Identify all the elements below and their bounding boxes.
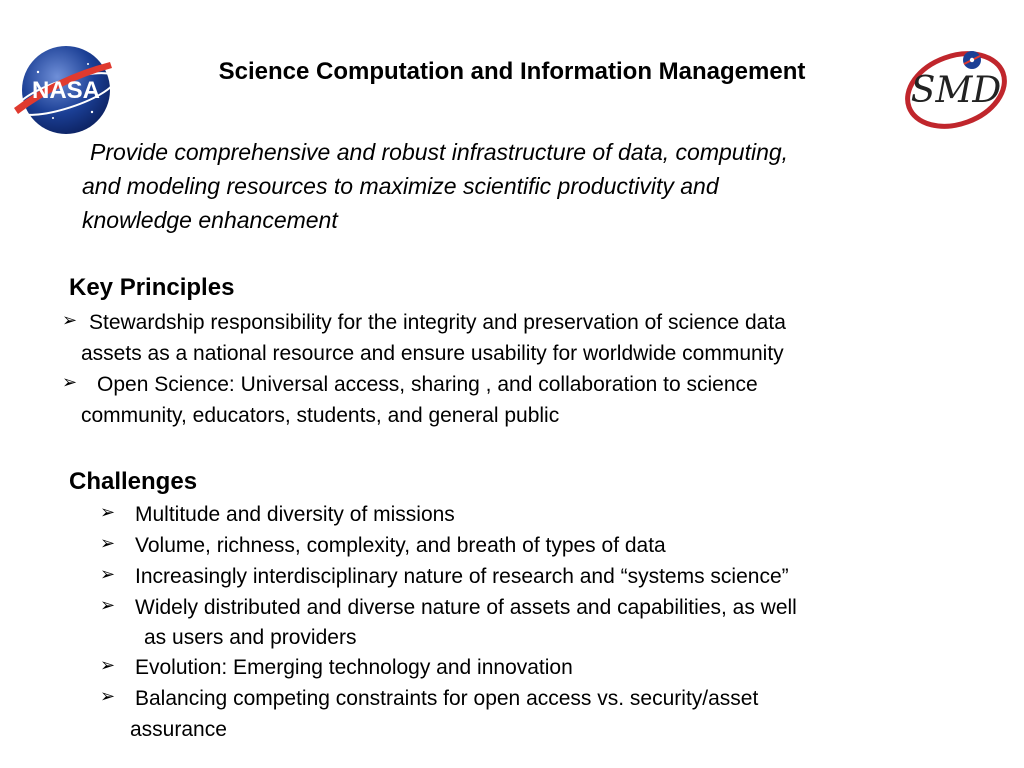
challenge-3: Increasingly interdisciplinary nature of research and “systems science” [135, 565, 789, 588]
mission-line-3: knowledge enhancement [82, 207, 338, 233]
principle-2-line-2: community, educators, students, and general public [81, 404, 560, 427]
principle-1-line-2: assets as a national resource and ensure usability for worldwide community [81, 342, 784, 365]
challenge-1: Multitude and diversity of missions [135, 503, 455, 526]
arrow-bullet-icon: ➢ [100, 655, 116, 675]
challenge-5: Evolution: Emerging technology and innovation [135, 656, 573, 679]
arrow-bullet-icon: ➢ [100, 533, 116, 553]
mission-line-2: and modeling resources to maximize scientific productivity and [82, 173, 719, 199]
arrow-bullet-icon: ➢ [100, 686, 116, 706]
challenge-6-line-2: assurance [130, 718, 227, 741]
arrow-bullet-icon: ➢ [62, 372, 78, 392]
arrow-bullet-icon: ➢ [100, 502, 116, 522]
arrow-bullet-icon: ➢ [100, 595, 116, 615]
smd-logo-text: SMD [910, 70, 1002, 111]
mission-line-1: Provide comprehensive and robust infrastructure of data, computing, [90, 139, 789, 165]
arrow-bullet-icon: ➢ [100, 564, 116, 584]
challenges-heading: Challenges [69, 468, 198, 495]
arrow-bullet-icon: ➢ [62, 310, 78, 330]
challenge-4-line-1: Widely distributed and diverse nature of assets and capabilities, as well [135, 596, 797, 619]
principle-1-line-1: Stewardship responsibility for the integrity and preservation of science data [89, 311, 786, 334]
key-principles-heading: Key Principles [69, 274, 235, 301]
challenge-2: Volume, richness, complexity, and breath of types of data [135, 534, 666, 557]
challenge-6-line-1: Balancing competing constraints for open access vs. security/asset [135, 687, 759, 710]
nasa-logo-text: NASA [31, 77, 101, 104]
principle-2-line-1: Open Science: Universal access, sharing , and collaboration to science [97, 373, 758, 396]
challenge-4-line-2: as users and providers [144, 626, 357, 649]
page-title: Science Computation and Information Management [218, 58, 806, 85]
